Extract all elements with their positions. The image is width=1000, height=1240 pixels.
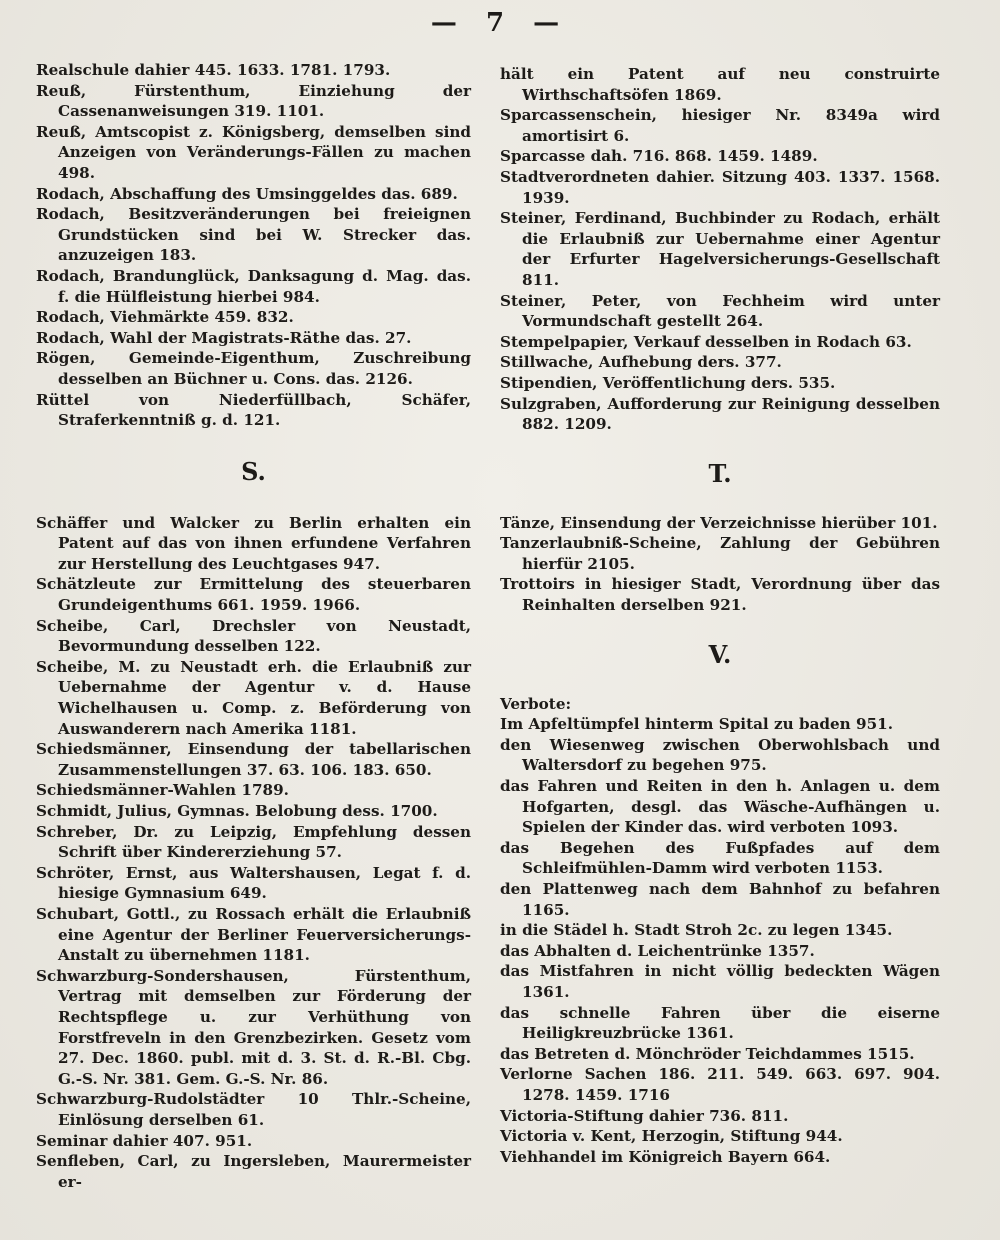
index-entry: Rodach, Abschaffung des Umsinggeldes das. 689. xyxy=(36,184,458,203)
index-entry: Scheibe, M. zu Neustadt erh. die Erlaubniß zur Uebernahme der Agentur v. d. Hause Wichelhausen u. Comp. z. Beförderung von Auswanderern nach Amerika 1181. xyxy=(36,657,471,738)
page-number: — 7 — xyxy=(430,8,570,38)
index-entry: Im Apfeltümpfel hinterm Spital zu baden 951. xyxy=(500,715,894,734)
index-entry: Schwarzburg-Rudolstädter 10 Thlr.-Scheine, Einlösung derselben 61. xyxy=(36,1090,471,1129)
index-entry: hält ein Patent auf neu construirte Wirthschaftsöfen 1869. xyxy=(500,65,940,104)
left-column xyxy=(36,60,471,1192)
index-entry: Seminar dahier 407. 951. xyxy=(36,1131,253,1150)
index-entry: den Wiesenweg zwischen Oberwohlsbach und Waltersdorf zu begehen 975. xyxy=(500,735,940,775)
index-entry: Stadtverordneten dahier. Sitzung 403. 1337. 1568. 1939. xyxy=(500,167,940,207)
right-column xyxy=(500,64,940,1167)
index-entry: Rodach, Viehmärkte 459. 832. xyxy=(36,308,294,327)
section-letter-heading: V. xyxy=(708,639,732,669)
index-entry: Victoria v. Kent, Herzogin, Stiftung 944. xyxy=(500,1127,843,1146)
index-entry: Sulzgraben, Aufforderung zur Reinigung desselben 882. 1209. xyxy=(500,394,940,434)
index-entry: Scheibe, Carl, Drechsler von Neustadt, Bevormundung desselben 122. xyxy=(36,616,471,656)
index-entry: das Mistfahren in nicht völlig bedeckten Wägen 1361. xyxy=(500,962,940,1001)
index-entry: Tänze, Einsendung der Verzeichnisse hierüber 101. xyxy=(500,513,938,532)
index-entry: Rodach, Brandunglück, Danksagung d. Mag. das. f. die Hülfleistung hierbei 984. xyxy=(36,266,471,306)
index-entry: Victoria-Stiftung dahier 736. 811. xyxy=(500,1106,789,1125)
section-letter-heading: T. xyxy=(708,458,732,488)
index-entry: Stillwache, Aufhebung ders. 377. xyxy=(500,353,782,372)
index-entry: Schubart, Gottl., zu Rossach erhält die Erlaubniß eine Agentur der Berliner Feuerversicherungs-Anstalt zu übernehmen 1181. xyxy=(36,904,471,965)
index-entry: Schiedsmänner, Einsendung der tabellarischen Zusammenstellungen 37. 63. 106. 183. 650. xyxy=(36,740,471,779)
index-entry: das Fahren und Reiten in den h. Anlagen u. dem Hofgarten, desgl. das Wäsche-Aufhängen u. Spielen der Kinder das. wird verboten 1093. xyxy=(500,777,940,837)
index-entry: Stempelpapier, Verkauf desselben in Rodach 63. xyxy=(500,332,912,351)
index-entry: Reuß, Fürstenthum, Einziehung der Cassenanweisungen 319. 1101. xyxy=(36,81,471,121)
index-entry: Realschule dahier 445. 1633. 1781. 1793. xyxy=(36,61,391,79)
index-entry: Sparcassenschein, hiesiger Nr. 8349a wird amortisirt 6. xyxy=(500,106,940,145)
index-entry: Rögen, Gemeinde-Eigenthum, Zuschreibung desselben an Büchner u. Cons. das. 2126. xyxy=(36,349,471,388)
index-entry: das Betreten d. Mönchröder Teichdammes 1515. xyxy=(500,1044,915,1063)
subsection-heading: Verbote: xyxy=(500,694,572,713)
index-entry: Rüttel von Niederfüllbach, Schäfer, Straferkenntniß g. d. 121. xyxy=(36,390,471,430)
index-entry: Steiner, Ferdinand, Buchbinder zu Rodach, erhält die Erlaubniß zur Uebernahme einer Agentur der Erfurter Hagelversicherungs-Gesellschaft 811. xyxy=(500,209,940,289)
index-entry: in die Städel h. Stadt Stroh 2c. zu legen 1345. xyxy=(500,921,893,940)
index-entry: Rodach, Wahl der Magistrats-Räthe das. 27. xyxy=(36,328,412,347)
index-entry: Schröter, Ernst, aus Waltershausen, Legat f. d. hiesige Gymnasium 649. xyxy=(36,863,471,903)
index-entry: den Plattenweg nach dem Bahnhof zu befahren 1165. xyxy=(500,880,940,919)
section-letter-heading: S. xyxy=(241,456,266,486)
index-entry: Steiner, Peter, von Fechheim wird unter Vormundschaft gestellt 264. xyxy=(500,291,940,331)
index-entry: Schiedsmänner-Wahlen 1789. xyxy=(36,781,289,800)
index-entry: Tanzerlaubniß-Scheine, Zahlung der Gebühren hierfür 2105. xyxy=(500,534,940,573)
index-entry: das Begehen des Fußpfades auf dem Schleifmühlen-Damm wird verboten 1153. xyxy=(500,838,940,878)
index-entry: Verlorne Sachen 186. 211. 549. 663. 697. 904. 1278. 1459. 1716 xyxy=(500,1065,940,1104)
index-entry: das Abhalten d. Leichentrünke 1357. xyxy=(500,941,815,960)
index-entry: Trottoirs in hiesiger Stadt, Verordnung über das Reinhalten derselben 921. xyxy=(500,575,940,615)
index-entry: Senfleben, Carl, zu Ingersleben, Maurermeister er- xyxy=(36,1152,471,1191)
index-entry: Rodach, Besitzveränderungen bei freieignen Grundstücken sind bei W. Strecker das. anzuzeigen 183. xyxy=(36,205,471,265)
index-entry: Schwarzburg-Sondershausen, Fürstenthum, Vertrag mit demselben zur Förderung der Rechtspflege u. zur Verhüthung von Forstfreveln in den Grenzbezirken. Gesetz vom 27. Dec. 1860. publ. mit d. 3. St. d. R.-Bl. Cbg. G.-S. Nr. 381. Gem. G.-S. Nr. 86. xyxy=(36,966,471,1088)
index-entry: Stipendien, Veröffentlichung ders. 535. xyxy=(500,373,836,392)
index-entry: Sparcasse dah. 716. 868. 1459. 1489. xyxy=(500,147,818,166)
index-entry: Schäffer und Walcker zu Berlin erhalten ein Patent auf das von ihnen erfundene Verfahren zur Herstellung des Leuchtgases 947. xyxy=(36,513,471,573)
index-entry: das schnelle Fahren über die eiserne Heiligkreuzbrücke 1361. xyxy=(500,1003,940,1043)
index-entry: Schätzleute zur Ermittelung des steuerbaren Grundeigenthums 661. 1959. 1966. xyxy=(36,575,471,615)
index-entry: Schmidt, Julius, Gymnas. Belobung dess. 1700. xyxy=(36,802,438,820)
index-entry: Viehhandel im Königreich Bayern 664. xyxy=(500,1147,831,1166)
index-entry: Reuß, Amtscopist z. Königsberg, demselben sind Anzeigen von Veränderungs-Fällen zu machen 498. xyxy=(36,122,471,182)
index-entry: Schreber, Dr. zu Leipzig, Empfehlung dessen Schrift über Kindererziehung 57. xyxy=(36,822,471,862)
